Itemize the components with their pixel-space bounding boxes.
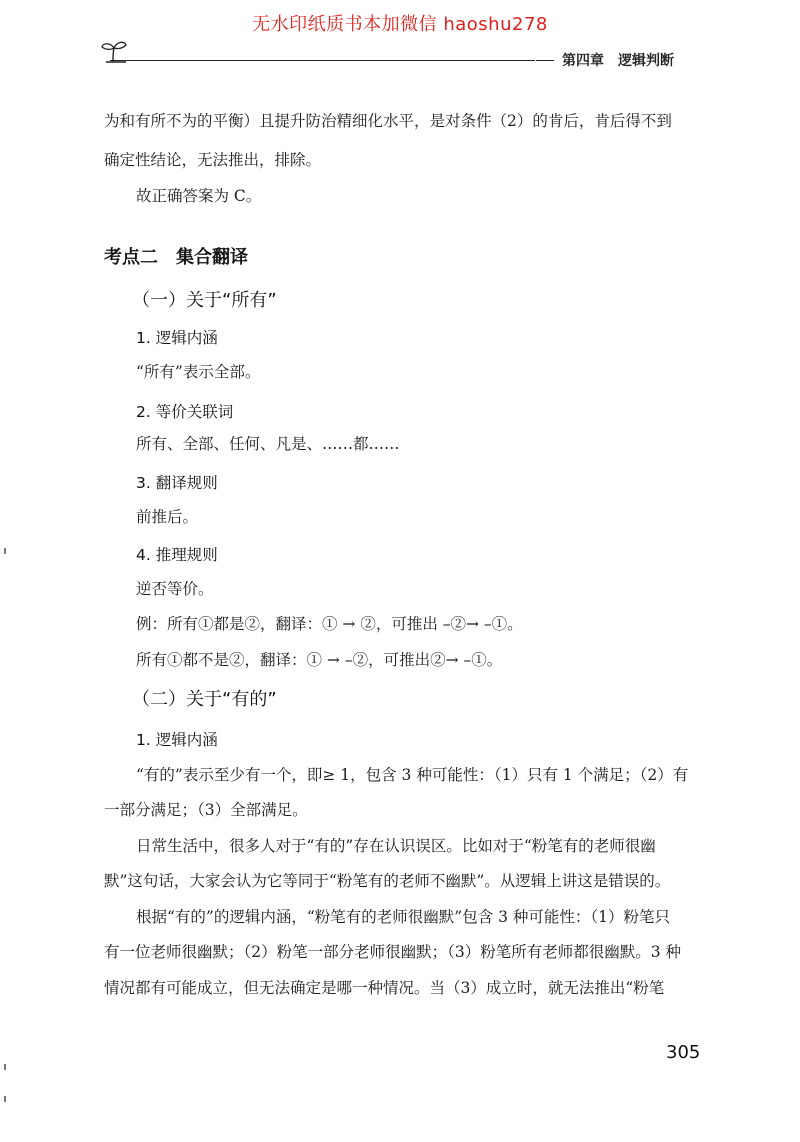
paragraph-analysis-line-1: 根据“有的”的逻辑内涵，“粉笔有的老师很幽默”包含 3 种可能性：（1）粉笔只	[136, 908, 671, 926]
running-head-chapter: 第四章	[562, 53, 604, 69]
topic-label: 考点二	[104, 247, 158, 268]
paragraph-misconception-line-2: 默”这句话，大家会认为它等同于“粉笔有的老师不幽默”。从逻辑上讲这是错误的。	[104, 872, 671, 890]
scan-edge-mark	[4, 1064, 6, 1070]
section-heading-some: （二）关于“有的”	[132, 689, 277, 710]
answer-line: 故正确答案为 C。	[136, 187, 262, 205]
header-rule-dash	[536, 60, 554, 61]
subheading-inference-rule: 4. 推理规则	[136, 546, 218, 564]
continued-text-line-1: 为和有所不为的平衡）且提升防治精细化水平，是对条件（2）的肯后，肯后得不到	[104, 112, 672, 130]
topic-title: 集合翻译	[176, 247, 248, 268]
text-all-meaning: “所有”表示全部。	[136, 363, 261, 381]
example-line-1: 例：所有①都是②，翻译：① → ②，可推出 –②→ –①。	[136, 615, 523, 633]
subheading-logic-meaning-2: 1. 逻辑内涵	[136, 731, 218, 749]
subheading-translation-rule: 3. 翻译规则	[136, 474, 218, 492]
scan-edge-mark	[4, 1096, 6, 1102]
paragraph-misconception-line-1: 日常生活中，很多人对于“有的”存在认识误区。比如对于“粉笔有的老师很幽	[136, 837, 656, 855]
watermark-text: 无水印纸质书本加微信 haoshu278	[252, 14, 548, 35]
page-number: 305	[666, 1042, 701, 1063]
example-line-2: 所有①都不是②，翻译：① → –②，可推出②→ –①。	[136, 651, 503, 669]
subheading-logic-meaning-1: 1. 逻辑内涵	[136, 329, 218, 347]
paragraph-analysis-line-3: 情况都有可能成立，但无法确定是哪一种情况。当（3）成立时，就无法推出“粉笔	[104, 979, 665, 997]
text-equivalent-words: 所有、全部、任何、凡是、……都……	[136, 435, 400, 453]
text-inference-rule: 逆否等价。	[136, 580, 214, 598]
scan-edge-mark	[4, 548, 6, 554]
subheading-equivalent-words: 2. 等价关联词	[136, 403, 234, 421]
running-head-section: 逻辑判断	[618, 53, 674, 69]
running-head	[562, 50, 674, 70]
paragraph-some-line-2: 一部分满足；（3）全部满足。	[104, 801, 308, 819]
text-translation-rule: 前推后。	[136, 508, 199, 526]
paragraph-some-line-1: “有的”表示至少有一个，即≥ 1，包含 3 种可能性：（1）只有 1 个满足；（2）有	[136, 766, 689, 784]
header-rule	[110, 60, 535, 61]
topic-heading	[104, 243, 248, 269]
paragraph-analysis-line-2: 有一位老师很幽默；（2）粉笔一部分老师很幽默；（3）粉笔所有老师都很幽默。3 种	[104, 943, 682, 961]
section-heading-all: （一）关于“所有”	[132, 290, 277, 311]
continued-text-line-2: 确定性结论，无法推出，排除。	[104, 151, 322, 169]
